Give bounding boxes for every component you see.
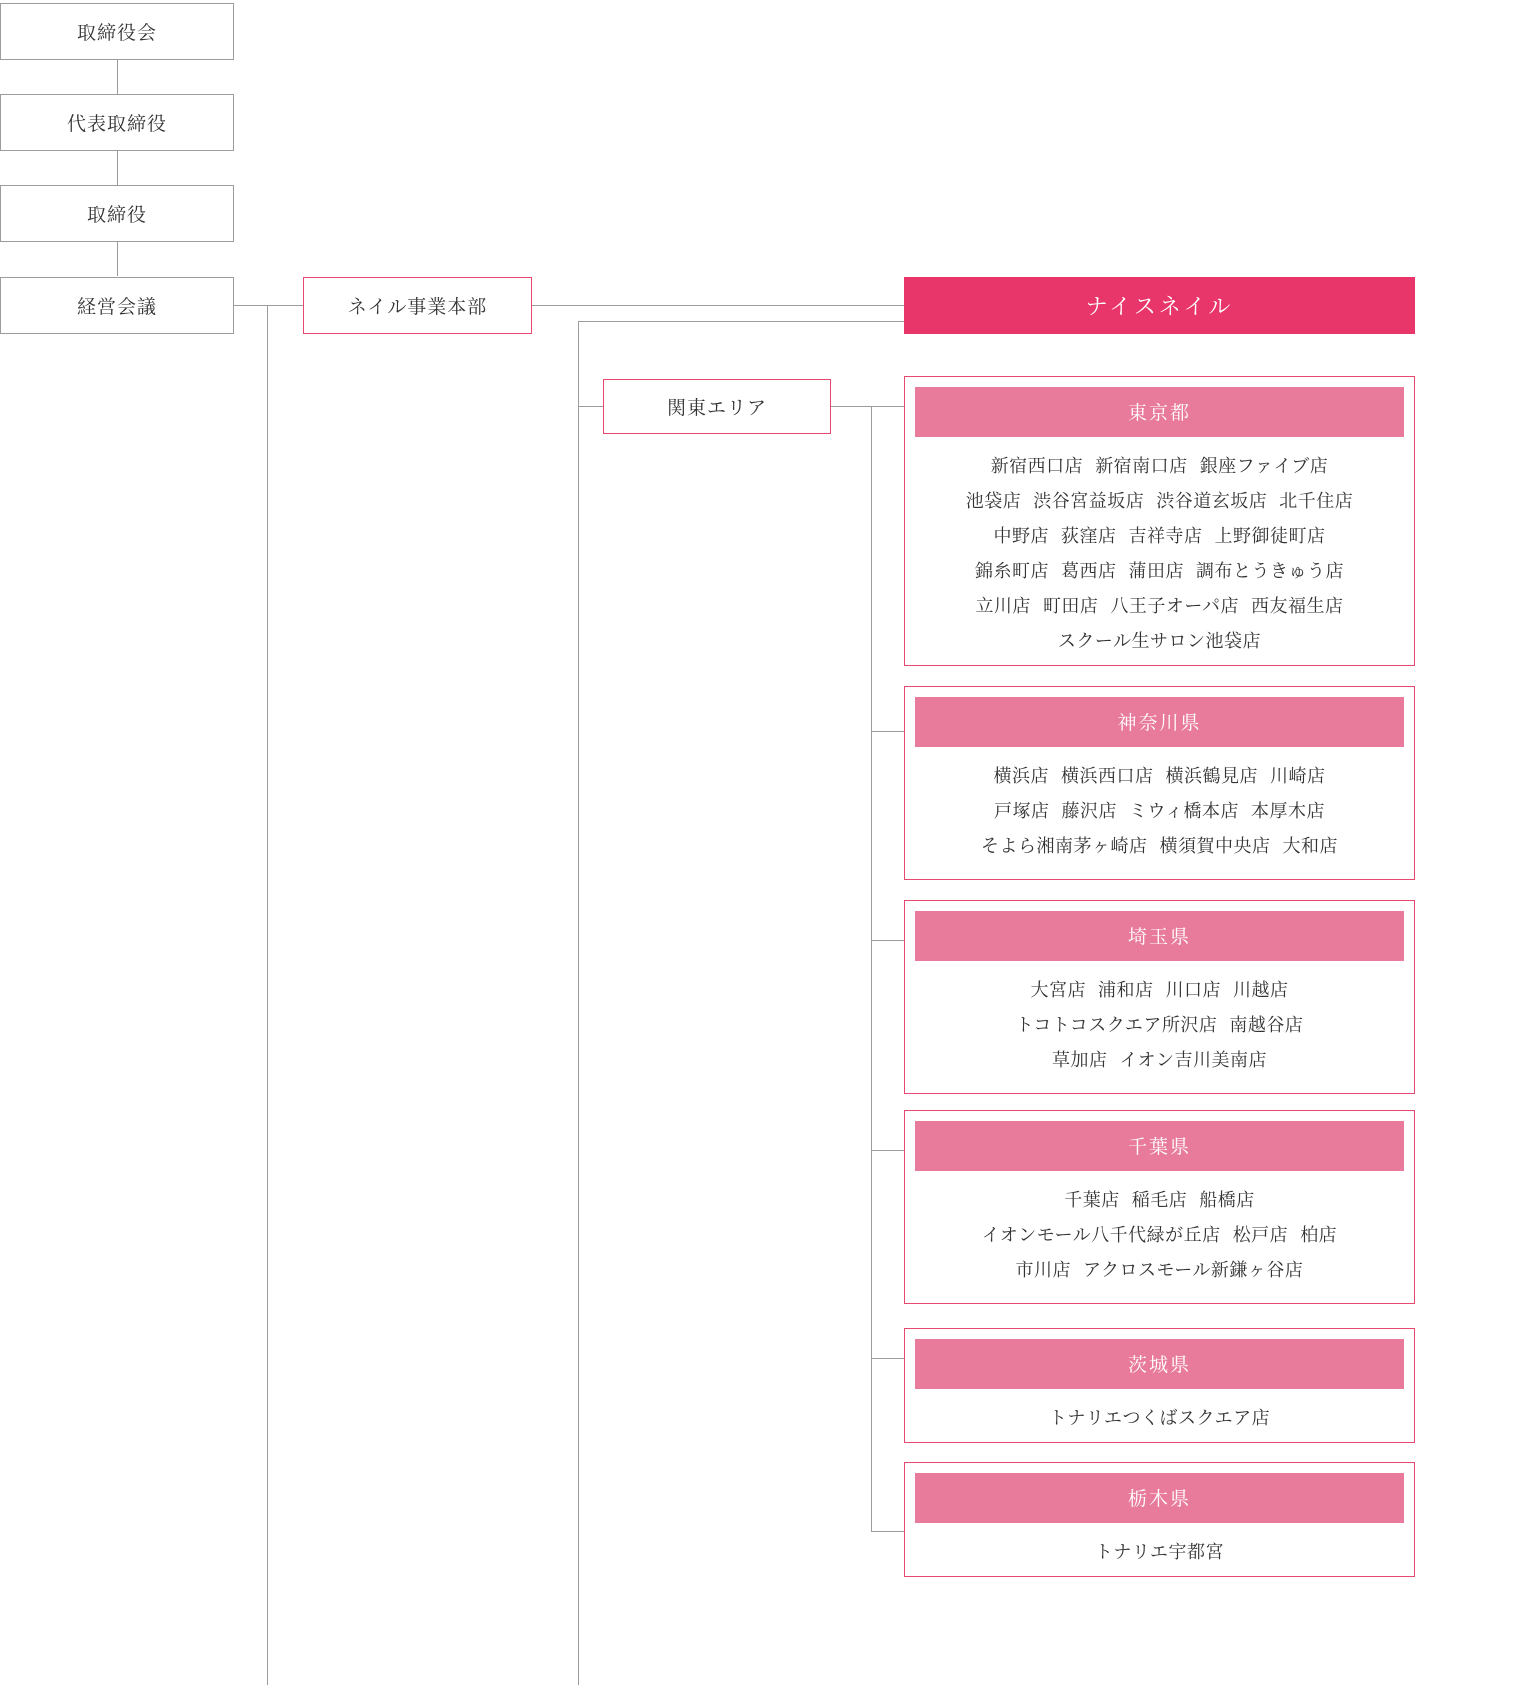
box-director bbox=[0, 185, 234, 242]
connector-spine-to-ibaraki bbox=[871, 1358, 904, 1359]
box-management-meeting bbox=[0, 277, 234, 334]
store-item: 松戸店 bbox=[1232, 1225, 1289, 1246]
connector-director-to-meeting bbox=[117, 242, 118, 276]
connector-main-trunk bbox=[267, 305, 268, 1685]
store-item: 草加店 bbox=[1052, 1050, 1108, 1071]
store-item: 戸塚店 bbox=[994, 801, 1050, 822]
store-item: 立川店 bbox=[975, 596, 1031, 617]
box-representative-director bbox=[0, 94, 234, 151]
store-item: 渋谷宮益坂店 bbox=[1033, 491, 1145, 512]
prefecture-header: 東京都 bbox=[915, 387, 1404, 437]
store-item: 南越谷店 bbox=[1229, 1015, 1304, 1036]
prefecture-store-list bbox=[905, 747, 1414, 878]
card-prefecture-tokyo bbox=[904, 376, 1415, 666]
box-kanto-area bbox=[603, 379, 831, 434]
connector-spine-to-tokyo bbox=[871, 406, 904, 407]
prefecture-header: 茨城県 bbox=[915, 1339, 1404, 1389]
store-item: 川越店 bbox=[1233, 980, 1289, 1000]
store-item: 大宮店 bbox=[1030, 980, 1086, 1000]
store-item: 千葉店 bbox=[1064, 1190, 1120, 1210]
store-item: 葛西店 bbox=[1061, 561, 1117, 582]
store-item: 本厚木店 bbox=[1250, 801, 1325, 822]
store-item: 渋谷道玄坂店 bbox=[1156, 491, 1268, 512]
store-item: 錦糸町店 bbox=[975, 561, 1049, 582]
store-item: イオンモール八千代緑が丘店 bbox=[981, 1225, 1221, 1246]
box-board-of-directors bbox=[0, 3, 234, 60]
prefecture-header: 千葉県 bbox=[915, 1121, 1404, 1171]
store-item: ミウィ橋本店 bbox=[1129, 801, 1239, 822]
box-label: 経営会議 bbox=[76, 297, 157, 318]
store-item: 吉祥寺店 bbox=[1128, 526, 1203, 547]
store-item: 上野御徒町店 bbox=[1214, 526, 1326, 547]
store-item: 町田店 bbox=[1042, 596, 1099, 617]
store-item: 中野店 bbox=[993, 526, 1049, 547]
store-item: 川崎店 bbox=[1270, 766, 1326, 786]
store-item: 浦和店 bbox=[1098, 980, 1154, 1000]
store-item: 大和店 bbox=[1282, 836, 1338, 857]
card-prefecture-saitama bbox=[904, 900, 1415, 1094]
prefecture-store-list bbox=[905, 961, 1414, 1092]
card-prefecture-chiba bbox=[904, 1110, 1415, 1304]
store-item: 新宿南口店 bbox=[1095, 456, 1188, 476]
store-item: 西友福生店 bbox=[1251, 596, 1344, 617]
store-item: 藤沢店 bbox=[1061, 801, 1118, 822]
connector-area-to-spine bbox=[831, 406, 871, 407]
connector-prefecture-spine bbox=[871, 406, 872, 1531]
connector-spine-to-chiba bbox=[871, 1150, 904, 1151]
store-item: 池袋店 bbox=[965, 491, 1022, 512]
store-item: アクロスモール新鎌ヶ谷店 bbox=[1083, 1260, 1304, 1281]
prefecture-store-list bbox=[905, 437, 1414, 674]
box-label: 関東エリア bbox=[666, 398, 767, 419]
prefecture-store-list bbox=[905, 1389, 1414, 1450]
store-item: 調布とうきゅう店 bbox=[1196, 561, 1344, 582]
connector-spine-to-kanagawa bbox=[871, 731, 904, 732]
connector-board-to-ceo bbox=[117, 60, 118, 94]
prefecture-store-list bbox=[905, 1523, 1414, 1584]
box-label: 取締役 bbox=[86, 205, 147, 226]
connector-subtrunk-to-area bbox=[578, 406, 604, 407]
connector-spine-to-tochigi bbox=[871, 1531, 904, 1532]
store-item: 稲毛店 bbox=[1131, 1190, 1188, 1210]
store-item: そよら湘南茅ヶ崎店 bbox=[981, 836, 1148, 857]
box-label: 代表取締役 bbox=[66, 114, 167, 135]
prefecture-header: 神奈川県 bbox=[915, 697, 1404, 747]
card-prefecture-tochigi bbox=[904, 1462, 1415, 1577]
prefecture-header: 栃木県 bbox=[915, 1473, 1404, 1523]
store-item: 横浜鶴見店 bbox=[1165, 766, 1258, 786]
box-nail-business-division bbox=[303, 277, 532, 334]
store-item: 銀座ファイブ店 bbox=[1199, 456, 1329, 476]
prefecture-header: 埼玉県 bbox=[915, 911, 1404, 961]
store-item: 八王子オーパ店 bbox=[1110, 596, 1240, 617]
store-item: 川口店 bbox=[1165, 980, 1221, 1000]
store-item: 蒲田店 bbox=[1128, 561, 1184, 582]
brand-label: ナイスネイル bbox=[1085, 294, 1234, 319]
box-label: 取締役会 bbox=[76, 23, 157, 44]
store-item: トナリエ宇都宮 bbox=[1094, 1542, 1225, 1562]
box-label: ネイル事業本部 bbox=[347, 297, 488, 318]
connector-brand-subtrunk-vertical bbox=[578, 321, 579, 1685]
store-item: 横浜西口店 bbox=[1061, 766, 1154, 786]
connector-meeting-to-division bbox=[233, 305, 303, 306]
connector-brand-subtrunk-top bbox=[578, 321, 904, 322]
store-item: 市川店 bbox=[1015, 1260, 1072, 1281]
box-brand-nicenail bbox=[904, 277, 1415, 334]
prefecture-store-list bbox=[905, 1171, 1414, 1302]
connector-spine-to-saitama bbox=[871, 940, 904, 941]
store-item: 横浜店 bbox=[993, 766, 1049, 786]
store-item: 船橋店 bbox=[1199, 1190, 1255, 1210]
connector-division-to-brand bbox=[532, 305, 904, 306]
store-item: 荻窪店 bbox=[1061, 526, 1117, 547]
card-prefecture-ibaraki bbox=[904, 1328, 1415, 1443]
store-item: 横須賀中央店 bbox=[1159, 836, 1271, 857]
store-item: イオン吉川美南店 bbox=[1119, 1050, 1267, 1071]
store-item: 北千住店 bbox=[1279, 491, 1354, 512]
store-item: トナリエつくばスクエア店 bbox=[1048, 1408, 1271, 1428]
store-item: 柏店 bbox=[1300, 1225, 1338, 1246]
card-prefecture-kanagawa bbox=[904, 686, 1415, 880]
connector-ceo-to-director bbox=[117, 151, 118, 185]
store-item: スクール生サロン池袋店 bbox=[1057, 631, 1262, 652]
store-item: トコトコスクエア所沢店 bbox=[1015, 1015, 1218, 1036]
store-item: 新宿西口店 bbox=[990, 456, 1084, 476]
